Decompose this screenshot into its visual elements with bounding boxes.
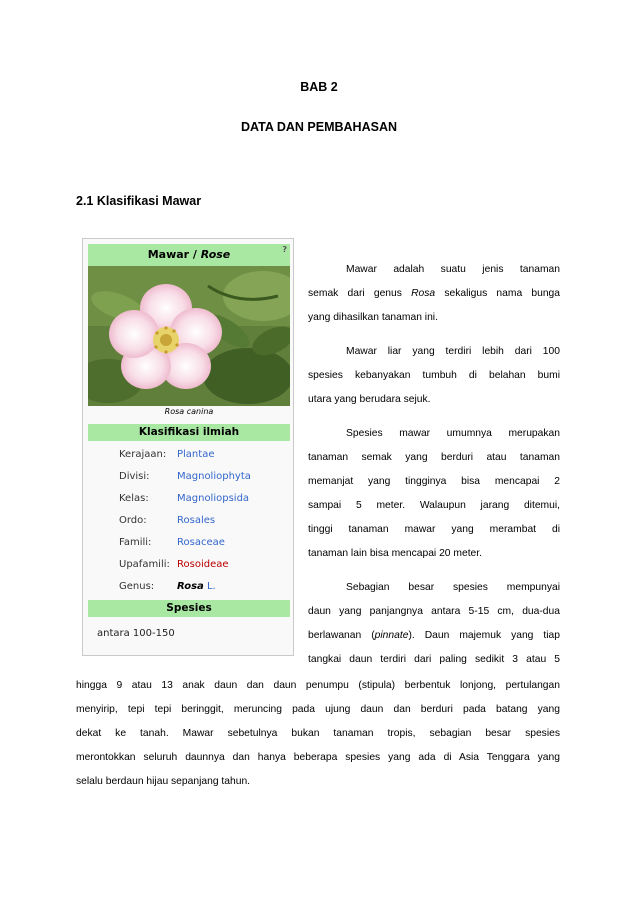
text-segment: semak dari genus Rosa sekaligus nama bunga	[308, 288, 560, 299]
genus-author-link[interactable]: L.	[203, 581, 216, 592]
genus-name: Rosa	[177, 581, 204, 592]
genus-value	[177, 579, 216, 595]
taxon-row-family	[119, 535, 289, 551]
paragraph-line: Mawar liar yang terdiri lebih dari 100	[346, 346, 560, 357]
taxobox-title	[88, 244, 290, 266]
rose-photo[interactable]	[88, 266, 290, 406]
taxon-link[interactable]: Magnoliopsida	[177, 493, 250, 504]
taxon-label: Genus:	[119, 581, 155, 592]
paragraph-line: menyirip, tepi tepi beringgit, meruncing pada ujung daun dan berduri pada batang yang	[76, 704, 560, 715]
taxon-row-genus	[119, 579, 289, 595]
taxobox-title-main: Mawar /	[147, 248, 201, 261]
taxon-link[interactable]: Rosoideae	[177, 559, 229, 570]
taxon-link[interactable]: Rosales	[177, 515, 216, 526]
paragraph-line: tanaman lain bisa mencapai 20 meter.	[308, 548, 483, 559]
taxon-row-subfamily	[119, 557, 289, 573]
taxon-link[interactable]: Rosaceae	[177, 537, 225, 548]
taxon-label: Kelas:	[119, 493, 149, 504]
paragraph-line	[308, 287, 560, 301]
rose-canina-image	[88, 266, 290, 406]
section-title: 2.1 Klasifikasi Mawar	[76, 194, 202, 208]
paragraph-line: spesies kebanyakan tumbuh di belahan bumi	[308, 370, 560, 381]
taxon-link[interactable]: Magnoliophyta	[177, 471, 251, 482]
italic-word: pinnate	[374, 630, 409, 641]
paragraph-line: tinggi tanaman mawar yang merambat di	[308, 524, 560, 535]
paragraph-line: hingga 9 atau 13 anak daun dan daun penumpu (stipula) berbentuk lonjong, pertulangan	[76, 680, 560, 691]
taxon-label: Famili:	[119, 537, 152, 548]
paragraph-line: daun yang panjangnya antara 5-15 cm, dua-dua	[308, 606, 560, 617]
text-segment: berlawanan (pinnate). Daun majemuk yang tiap	[308, 630, 560, 641]
paragraph-line: yang dihasilkan tanaman ini.	[308, 312, 438, 323]
taxon-row-order	[119, 513, 289, 529]
paragraph-line: tangkai daun terdiri dari paling sedikit 3 atau 5	[308, 654, 560, 665]
species-count: antara 100-150	[97, 628, 175, 639]
paragraph-line: Mawar adalah suatu jenis tanaman	[346, 264, 560, 275]
paragraph-line: utara yang berudara sejuk.	[308, 394, 431, 405]
paragraph-line: sampai 5 meter. Walaupun jarang ditemui,	[308, 500, 560, 511]
chapter-number: BAB 2	[300, 80, 338, 94]
taxon-label: Ordo:	[119, 515, 147, 526]
chapter-title: DATA DAN PEMBAHASAN	[240, 120, 397, 134]
taxon-label: Kerajaan:	[119, 449, 167, 460]
taxobox	[82, 238, 294, 656]
paragraph-line: selalu berdaun hijau sepanjang tahun.	[76, 776, 251, 787]
paragraph-line: merontokkan seluruh daunnya dan hanya beberapa spesies yang ada di Asia Tenggara yang	[76, 752, 560, 763]
photo-caption: Rosa canina	[164, 407, 214, 416]
taxon-link[interactable]: Plantae	[177, 449, 215, 460]
taxon-row-class	[119, 491, 289, 507]
paragraph-line: Sebagian besar spesies mempunyai	[346, 582, 560, 593]
paragraph-line: dekat ke tanah. Mawar sebetulnya bukan tanaman tropis, sebagian besar spesies	[76, 728, 560, 739]
paragraph-line: memanjat yang tingginya bisa mencapai 2	[308, 476, 560, 487]
taxon-row-kingdom	[119, 447, 289, 463]
help-icon[interactable]: ?	[282, 245, 287, 254]
taxobox-title-italic: Rose	[200, 248, 231, 261]
taxon-label: Divisi:	[119, 471, 150, 482]
paragraph-line	[308, 629, 560, 643]
species-header: Spesies	[88, 600, 290, 617]
paragraph-line: Spesies mawar umumnya merupakan	[346, 428, 560, 439]
taxon-row-division	[119, 469, 289, 485]
classification-header: Klasifikasi ilmiah	[88, 424, 290, 441]
italic-word: Rosa	[411, 288, 436, 299]
taxon-label: Upafamili:	[119, 559, 170, 570]
paragraph-line: tanaman semak yang berduri atau tanaman	[308, 452, 560, 463]
